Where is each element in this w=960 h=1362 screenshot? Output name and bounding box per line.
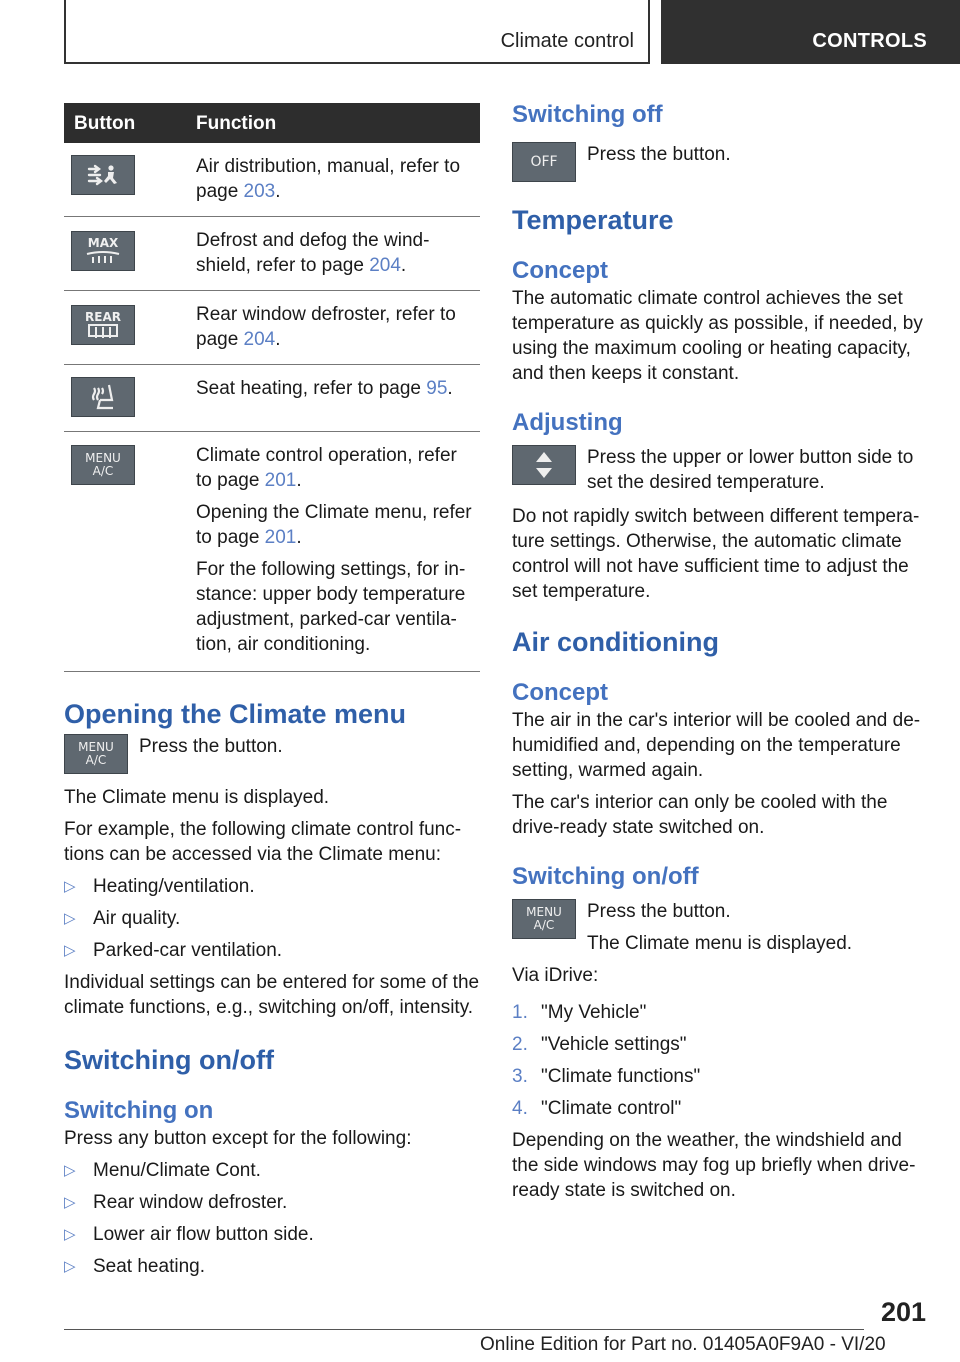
page-link[interactable]: 204 [369, 255, 401, 276]
button-function-table [64, 103, 480, 672]
page-link[interactable]: 201 [264, 527, 297, 548]
seat-heating-icon [71, 377, 135, 417]
list-item [64, 938, 480, 963]
page-number: 201 [880, 1297, 926, 1327]
footer-divider [64, 1329, 864, 1330]
step-text: "My Vehicle" [541, 1002, 647, 1023]
function-text [186, 217, 480, 291]
body-text: For example, the following climate control functions can be accessed via the Climate menu: [64, 819, 462, 865]
body-text: Press any button except for the following: [64, 1128, 412, 1149]
function-description: For the following settings, for instance: upper body temperature adjustment, parked-car ventilation, air conditioning. [196, 559, 466, 655]
body-text: The air in the car's interior will be cooled and dehumidified and, depending on the temperature setting, warmed again. [512, 710, 921, 781]
rear-defrost-icon [71, 305, 135, 345]
list-item [512, 1064, 928, 1089]
punctuation: . [447, 378, 453, 399]
heading-temperature: Temperature [512, 205, 674, 235]
body-text: Do not rapidly switch between different temperature settings. Otherwise, the automatic climate control will not have sufficient time to adjust the set temperature. [512, 506, 920, 602]
body-text: The automatic climate control achieves the set temperature as quickly as possible, if needed, by using the maximum cooling or heating capacity, and then keeps it constant. [512, 288, 923, 384]
list-item [512, 1032, 928, 1057]
list-item [64, 906, 480, 931]
column-header-button: Button [64, 103, 186, 143]
function-description: Seat heating, refer to page [196, 378, 427, 399]
heading-switching-on: Switching on [64, 1097, 214, 1124]
function-text [186, 291, 480, 365]
table-row [64, 143, 480, 217]
list-item [64, 874, 480, 899]
punctuation: . [275, 181, 281, 202]
heading-switching-on-off: Switching on/off [64, 1045, 274, 1075]
list-item-text: Rear window defroster. [93, 1192, 288, 1213]
page-link[interactable]: 95 [426, 378, 448, 399]
icon-label: MAX [87, 236, 119, 250]
body-text: The car's interior can only be cooled with the drive-ready state switched on. [512, 792, 888, 838]
punctuation: . [275, 329, 281, 350]
edition-text: Online Edition for Part no. 01405A0F9A0 - VI/20 [480, 1334, 886, 1355]
body-text: Individual settings can be entered for some of the climate functions, e.g., switching on/off, intensity. [64, 972, 480, 1018]
triangle-bullet-icon: ▷ [64, 878, 76, 895]
press-menu-row [64, 734, 480, 774]
page-header [0, 0, 960, 66]
function-description: Rear window defroster, refer to page [196, 304, 456, 350]
column-header-function: Function [186, 103, 480, 143]
list-item-text: Menu/Climate Cont. [93, 1160, 261, 1181]
table-row [64, 432, 480, 672]
icon-label: MENU [78, 740, 114, 754]
step-text: "Climate control" [541, 1098, 682, 1119]
off-button-icon [512, 142, 576, 182]
page-link[interactable]: 204 [243, 329, 276, 350]
heading-air-conditioning: Air conditioning [512, 627, 719, 657]
right-column [512, 100, 928, 1203]
body-text: The Climate menu is displayed. [64, 787, 330, 808]
punctuation: . [400, 255, 407, 276]
step-number: 1. [512, 1002, 528, 1023]
heading-switching-off: Switching off [512, 101, 663, 128]
menu-ac-icon [71, 445, 135, 485]
function-description: Opening the Climate menu, refer to page [196, 502, 472, 548]
icon-label: MENU [85, 451, 121, 465]
icon-label: A/C [85, 753, 107, 767]
icon-label: REAR [85, 310, 121, 324]
page-link[interactable]: 203 [243, 181, 276, 202]
idrive-steps-list [512, 1000, 928, 1121]
section-header-box [64, 0, 650, 64]
punctuation: . [296, 527, 302, 548]
function-description: Climate control operation, refer to page [196, 445, 457, 491]
press-menu-row [512, 899, 928, 956]
function-description: Defrost and defog the windshield, refer to page [196, 230, 430, 276]
air-distribution-icon [71, 155, 135, 195]
step-number: 2. [512, 1034, 528, 1055]
function-text [186, 432, 480, 672]
function-description: Air distribution, manual, refer to page [196, 156, 461, 202]
instruction-text: Press the button. [139, 736, 283, 757]
punctuation: . [296, 470, 302, 491]
list-item-text: Lower air flow button side. [93, 1224, 314, 1245]
heading-concept: Concept [512, 257, 608, 284]
list-item-text: Heating/ventilation. [93, 876, 255, 897]
triangle-bullet-icon: ▷ [64, 910, 76, 927]
step-text: "Climate functions" [541, 1066, 701, 1087]
section-title: Climate control [500, 30, 634, 52]
list-item-text: Seat heating. [93, 1256, 205, 1277]
list-item [512, 1096, 928, 1121]
body-text: Via iDrive: [512, 965, 599, 986]
press-off-row [512, 142, 928, 182]
triangle-bullet-icon: ▷ [64, 1226, 76, 1243]
list-item [64, 1254, 480, 1279]
step-number: 3. [512, 1066, 528, 1087]
chapter-title: CONTROLS [812, 30, 927, 52]
heading-concept: Concept [512, 679, 608, 706]
function-text [186, 143, 480, 217]
list-item [512, 1000, 928, 1025]
except-list [64, 1158, 480, 1279]
page-link[interactable]: 201 [264, 470, 297, 491]
step-text: "Vehicle settings" [541, 1034, 687, 1055]
instruction-text: The Climate menu is displayed. [587, 933, 853, 954]
triangle-bullet-icon: ▷ [64, 1194, 76, 1211]
table-row [64, 365, 480, 432]
function-text [186, 365, 480, 432]
press-updown-row [512, 445, 928, 495]
heading-switching-on-off: Switching on/off [512, 863, 699, 890]
up-down-arrow-icon [512, 445, 576, 485]
example-list [64, 874, 480, 963]
heading-adjusting: Adjusting [512, 409, 623, 436]
triangle-bullet-icon: ▷ [64, 942, 76, 959]
instruction-text: Press the upper or lower button side to set the desired temperature. [587, 447, 914, 493]
chapter-tab [661, 0, 960, 64]
icon-label: A/C [533, 918, 555, 932]
menu-ac-icon [64, 734, 128, 774]
list-item [64, 1158, 480, 1183]
icon-label: MENU [526, 905, 562, 919]
icon-label: OFF [530, 153, 558, 170]
list-item-text: Air quality. [93, 908, 181, 929]
table-row [64, 217, 480, 291]
list-item [64, 1190, 480, 1215]
list-item [64, 1222, 480, 1247]
heading-opening-climate-menu: Opening the Climate menu [64, 699, 407, 729]
max-defrost-icon [71, 231, 135, 271]
body-text: Depending on the weather, the windshield and the side windows may fog up briefly when drive-ready state is switched on. [512, 1130, 916, 1201]
list-item-text: Parked-car ventilation. [93, 940, 283, 961]
step-number: 4. [512, 1098, 528, 1119]
triangle-bullet-icon: ▷ [64, 1162, 76, 1179]
triangle-bullet-icon: ▷ [64, 1258, 76, 1275]
menu-ac-icon [512, 899, 576, 939]
icon-label: A/C [92, 464, 114, 478]
left-column [64, 103, 480, 1279]
instruction-text: Press the button. [587, 901, 731, 922]
table-row [64, 291, 480, 365]
instruction-text: Press the button. [587, 144, 731, 165]
